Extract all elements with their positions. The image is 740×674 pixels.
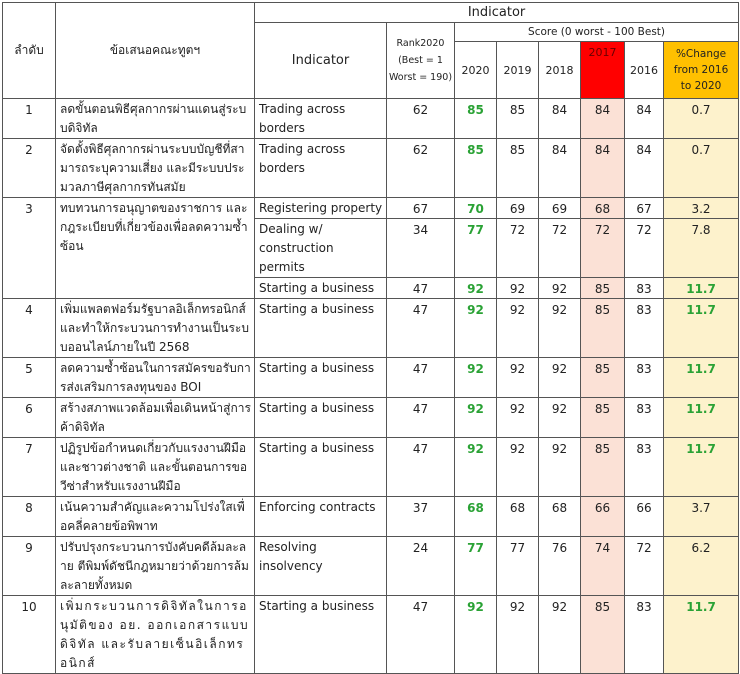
pct-change-value: 3.7: [664, 497, 739, 537]
row-number: 5: [3, 358, 56, 398]
score-2016: 83: [625, 596, 664, 674]
proposal-text: จัดตั้งพิธีศุลกากรผ่านระบบบัญชีที่สามารถระบุความเสี่ยง และมีระบบประมวลภาษีศุลกากรทันสมัย: [56, 139, 255, 198]
score-2019: 68: [497, 497, 539, 537]
score-2017: 66: [581, 497, 625, 537]
table-row: [3, 438, 739, 497]
score-2016: 72: [625, 219, 664, 278]
rank-value: 47: [387, 596, 455, 674]
score-2019: 92: [497, 299, 539, 358]
table-row: [3, 398, 739, 438]
score-2019: 92: [497, 358, 539, 398]
table-row: [3, 299, 739, 358]
score-2020: 92: [455, 438, 497, 497]
score-2017: 85: [581, 278, 625, 299]
score-2019: 85: [497, 99, 539, 139]
header-rank: [387, 23, 455, 99]
row-number: 2: [3, 139, 56, 198]
rank-value: 47: [387, 299, 455, 358]
score-2016: 83: [625, 278, 664, 299]
score-2017: 85: [581, 299, 625, 358]
score-2018: 92: [539, 596, 581, 674]
table-row: [3, 596, 739, 674]
proposal-text: สร้างสภาพแวดล้อมเพื่อเดินหน้าสู่การค้าดิจิทัล: [56, 398, 255, 438]
pct-change-value: 11.7: [664, 438, 739, 497]
table-row: [3, 358, 739, 398]
header-score: Score (0 worst - 100 Best): [455, 23, 739, 42]
score-2019: 92: [497, 278, 539, 299]
rank-value: 47: [387, 438, 455, 497]
pct-change-value: 11.7: [664, 299, 739, 358]
header-year-2017: 2017: [581, 42, 625, 99]
score-2020: 92: [455, 299, 497, 358]
score-2018: 68: [539, 497, 581, 537]
score-2016: 83: [625, 299, 664, 358]
pct-change-value: 7.8: [664, 219, 739, 278]
header-pct-change: [664, 42, 739, 99]
score-2020: 92: [455, 278, 497, 299]
indicator-name: Trading across borders: [255, 139, 387, 198]
proposal-text: เพิ่มแพลตฟอร์มรัฐบาลอิเล็กทรอนิกส์ และทำให้กระบวนการทำงานเป็นระบบออนไลน์ภายในปี 2568: [56, 299, 255, 358]
proposal-text: ปรับปรุงกระบวนการบังคับคดีล้มละลาย ตีพิมพ์ดัชนีกฎหมายว่าด้วยการล้มละลายทั้งหมด: [56, 537, 255, 596]
score-2019: 92: [497, 596, 539, 674]
score-2017: 68: [581, 198, 625, 219]
score-2016: 84: [625, 99, 664, 139]
header-rank-line: Rank2020: [396, 38, 445, 49]
score-2018: 92: [539, 438, 581, 497]
rank-value: 47: [387, 358, 455, 398]
pct-change-value: 11.7: [664, 596, 739, 674]
score-2018: 72: [539, 219, 581, 278]
indicator-name: Trading across borders: [255, 99, 387, 139]
rank-value: 62: [387, 99, 455, 139]
header-year-2016: 2016: [625, 42, 664, 99]
header-pct-line: from 2016: [673, 64, 729, 76]
table-row: [3, 198, 739, 219]
rank-value: 67: [387, 198, 455, 219]
score-2016: 83: [625, 398, 664, 438]
header-indicator-group: Indicator: [255, 3, 739, 23]
rank-value: 47: [387, 278, 455, 299]
score-2017: 85: [581, 358, 625, 398]
table-row: [3, 497, 739, 537]
score-2018: 84: [539, 139, 581, 198]
rank-value: 24: [387, 537, 455, 596]
score-2018: 92: [539, 398, 581, 438]
pct-change-value: 0.7: [664, 99, 739, 139]
score-2017: 85: [581, 438, 625, 497]
score-2020: 92: [455, 398, 497, 438]
row-number: 4: [3, 299, 56, 358]
row-number: 8: [3, 497, 56, 537]
table-body: [3, 99, 739, 674]
indicator-name: Starting a business: [255, 438, 387, 497]
ease-of-doing-business-table: [2, 2, 739, 674]
proposal-text: ลดความซ้ำซ้อนในการสมัครขอรับการส่งเสริมการลงทุนของ BOI: [56, 358, 255, 398]
indicator-name: Starting a business: [255, 398, 387, 438]
table-row: [3, 139, 739, 198]
indicator-name: Starting a business: [255, 358, 387, 398]
rank-value: 47: [387, 398, 455, 438]
header-no: ลำดับ: [3, 3, 56, 99]
score-2018: 84: [539, 99, 581, 139]
score-2017: 85: [581, 398, 625, 438]
pct-change-value: 6.2: [664, 537, 739, 596]
table-row: [3, 99, 739, 139]
score-2017: 84: [581, 99, 625, 139]
header-pct-line: to 2020: [680, 80, 722, 92]
row-number: 10: [3, 596, 56, 674]
score-2017: 72: [581, 219, 625, 278]
score-2020: 92: [455, 358, 497, 398]
proposal-text: ลดขั้นตอนพิธีศุลกากรผ่านแดนสู่ระบบดิจิทัล: [56, 99, 255, 139]
score-2017: 85: [581, 596, 625, 674]
row-number: 6: [3, 398, 56, 438]
proposal-text: ปฏิรูปข้อกำหนดเกี่ยวกับแรงงานฝีมือและชาวต่างชาติ และขั้นตอนการขอวีซ่าสำหรับแรงงานฝีมือ: [56, 438, 255, 497]
score-2019: 72: [497, 219, 539, 278]
pct-change-value: 11.7: [664, 278, 739, 299]
score-2019: 92: [497, 438, 539, 497]
score-2018: 92: [539, 299, 581, 358]
pct-change-value: 11.7: [664, 358, 739, 398]
header-rank-line: (Best = 1: [398, 55, 443, 66]
score-2016: 72: [625, 537, 664, 596]
rank-value: 37: [387, 497, 455, 537]
score-2016: 84: [625, 139, 664, 198]
table-row: [3, 537, 739, 596]
header-indicator: Indicator: [255, 23, 387, 99]
score-2020: 85: [455, 99, 497, 139]
score-2019: 69: [497, 198, 539, 219]
proposal-text: ทบทวนการอนุญาตของราชการ และกฎระเบียบที่เกี่ยวข้องเพื่อลดความซ้ำซ้อน: [56, 198, 255, 299]
proposal-text: เน้นความสำคัญและความโปร่งใสเพื่อคลี่คลายข้อพิพาท: [56, 497, 255, 537]
indicator-name: Starting a business: [255, 299, 387, 358]
row-number: 9: [3, 537, 56, 596]
score-2018: 92: [539, 278, 581, 299]
rank-value: 62: [387, 139, 455, 198]
score-2020: 70: [455, 198, 497, 219]
pct-change-value: 0.7: [664, 139, 739, 198]
score-2016: 83: [625, 438, 664, 497]
row-number: 7: [3, 438, 56, 497]
score-2019: 77: [497, 537, 539, 596]
proposal-text: เพิ่มกระบวนการดิจิทัลในการอนุมัติของ อย. ออกเอกสารแบบดิจิทัล และรับลายเซ็นอิเล็กทรอนิกส์: [56, 596, 255, 674]
rank-value: 34: [387, 219, 455, 278]
score-2017: 74: [581, 537, 625, 596]
header-proposal: ข้อเสนอคณะทูตฯ: [56, 3, 255, 99]
score-2018: 76: [539, 537, 581, 596]
score-2018: 69: [539, 198, 581, 219]
score-2020: 77: [455, 219, 497, 278]
indicator-name: Dealing w/ construction permits: [255, 219, 387, 278]
score-2016: 67: [625, 198, 664, 219]
row-number: 3: [3, 198, 56, 299]
header-year-2018: 2018: [539, 42, 581, 99]
score-2020: 68: [455, 497, 497, 537]
header-year-2019: 2019: [497, 42, 539, 99]
score-2020: 77: [455, 537, 497, 596]
indicator-name: Starting a business: [255, 278, 387, 299]
score-2019: 92: [497, 398, 539, 438]
indicator-name: Resolving insolvency: [255, 537, 387, 596]
score-2016: 83: [625, 358, 664, 398]
score-2017: 84: [581, 139, 625, 198]
score-2019: 85: [497, 139, 539, 198]
indicator-name: Registering property: [255, 198, 387, 219]
row-number: 1: [3, 99, 56, 139]
header-rank-line: Worst = 190): [388, 72, 453, 83]
header-pct-line: %Change: [675, 48, 727, 60]
pct-change-value: 3.2: [664, 198, 739, 219]
indicator-name: Starting a business: [255, 596, 387, 674]
indicator-name: Enforcing contracts: [255, 497, 387, 537]
score-2016: 66: [625, 497, 664, 537]
score-2018: 92: [539, 358, 581, 398]
pct-change-value: 11.7: [664, 398, 739, 438]
header-year-2020: 2020: [455, 42, 497, 99]
score-2020: 85: [455, 139, 497, 198]
score-2020: 92: [455, 596, 497, 674]
